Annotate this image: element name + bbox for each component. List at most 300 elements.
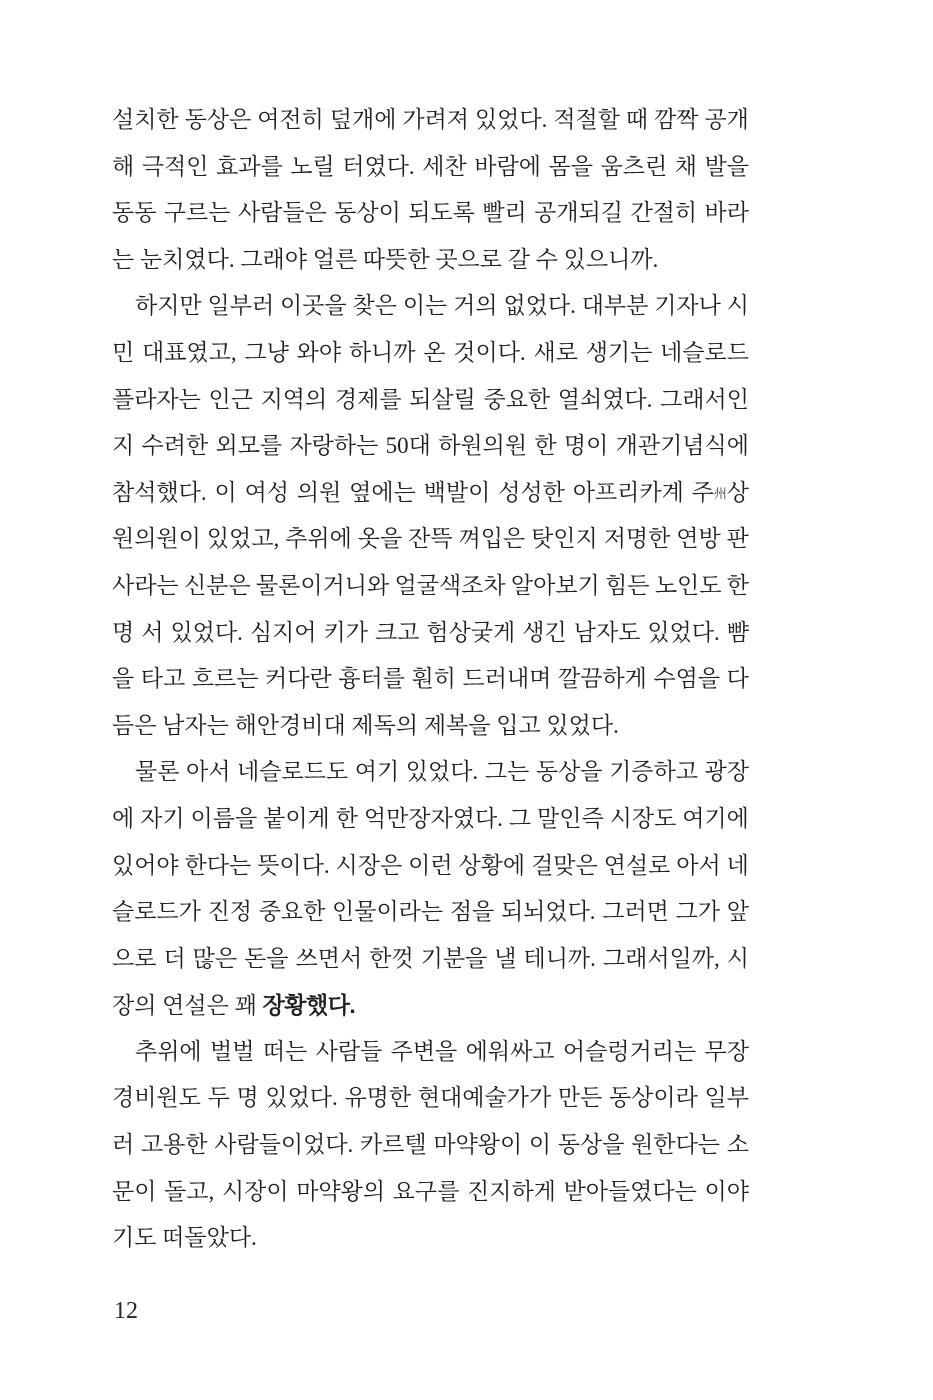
text-segment: 원한다는 [631, 1132, 721, 1158]
text-segment: 사람들이었다. [214, 1132, 354, 1158]
text-segment: 명이 [563, 433, 609, 459]
text-segment: 힘든 [605, 572, 650, 598]
word [616, 423, 749, 470]
word [586, 330, 653, 377]
word [727, 283, 749, 330]
word [463, 656, 552, 703]
text-line [112, 1029, 749, 1076]
word [503, 283, 575, 330]
text-segment: 열쇠였다. [557, 386, 653, 412]
text-segment: 크고 [374, 619, 420, 645]
word [498, 470, 565, 517]
text-segment: 마약왕의 [296, 1178, 386, 1204]
text-segment: 설치한 [112, 107, 179, 132]
word [727, 936, 749, 983]
text-segment: 많은 [192, 945, 238, 971]
text-segment: 에 [112, 805, 135, 831]
word [422, 144, 466, 191]
text-segment: 한 [534, 433, 557, 459]
text-segment: 이 [528, 1132, 552, 1158]
text-line [112, 283, 749, 330]
word [250, 610, 317, 657]
text-segment: 저명한 [603, 526, 671, 552]
word [531, 516, 598, 563]
word [537, 796, 604, 843]
word [531, 843, 598, 890]
text-segment: 남자도 [573, 619, 641, 645]
text-segment: 이 [214, 479, 237, 505]
word [727, 656, 749, 703]
word [485, 749, 529, 796]
word [426, 610, 515, 657]
word [511, 563, 600, 610]
word [391, 1029, 458, 1076]
word [334, 190, 401, 237]
word [170, 610, 242, 657]
word [522, 610, 566, 657]
word [135, 1029, 202, 1076]
word [602, 889, 669, 936]
word [330, 97, 397, 144]
text-segment: 추위에 [285, 526, 352, 552]
word [605, 563, 649, 610]
word [421, 936, 488, 983]
word [208, 1075, 230, 1122]
text-segment: 동상을 [557, 1132, 625, 1158]
word [631, 1122, 720, 1169]
text-segment: 있었다. [474, 107, 548, 132]
word [237, 749, 348, 796]
text-segment: 그냥 [244, 339, 289, 365]
word [558, 1122, 625, 1169]
paragraph [112, 1029, 749, 1262]
word [214, 470, 236, 517]
word [450, 889, 494, 936]
word [210, 1029, 254, 1076]
text-segment: 인물이라는 [332, 899, 444, 925]
text-line [112, 982, 749, 1029]
text-segment: 공개 [704, 107, 749, 132]
text-segment: 러 [112, 1132, 135, 1158]
text-segment: 때 [625, 107, 649, 132]
text-segment: 진정 [207, 899, 252, 925]
word [140, 796, 184, 843]
text-segment: 어슬렁거리는 [562, 1038, 697, 1064]
word [609, 749, 698, 796]
word [459, 516, 526, 563]
text-segment: 이는 [402, 293, 448, 319]
text-segment: 생긴 [522, 619, 567, 645]
text-segment: 네 [726, 852, 749, 878]
text-segment: 만든 [557, 1085, 603, 1111]
word [324, 610, 368, 657]
text-segment: 새로 [533, 339, 578, 365]
text-segment: 터였다. [342, 153, 415, 179]
text-segment: 이런 [408, 852, 453, 878]
text-segment: 연방 [676, 526, 721, 552]
word [676, 843, 720, 890]
word [296, 936, 363, 983]
text-segment: 시장도 [609, 805, 677, 831]
text-line [112, 703, 749, 750]
text-segment: 떠는 [262, 1038, 308, 1064]
text-segment: 받아들였다는 [563, 1178, 697, 1204]
word [216, 144, 283, 191]
word [395, 563, 506, 610]
text-segment: 명 [236, 1085, 259, 1111]
text-segment: 거의 [453, 293, 498, 319]
word [297, 470, 341, 517]
text-segment: 동상은 [184, 107, 252, 132]
word [453, 330, 525, 377]
text-segment: 에워싸고 [465, 1038, 555, 1064]
text-segment: 여전히 [257, 107, 324, 132]
text-segment: 하니까 [348, 339, 416, 365]
word [112, 516, 201, 563]
text-segment: 깔끔하게 [557, 666, 647, 692]
text-segment: 성성한 [498, 479, 565, 505]
text-segment: 백발이 [423, 479, 491, 505]
word [453, 283, 497, 330]
word [141, 656, 185, 703]
word [409, 377, 476, 424]
word [558, 656, 647, 703]
word [604, 843, 671, 890]
word [676, 516, 720, 563]
word [412, 656, 456, 703]
word [296, 1169, 385, 1216]
word [610, 796, 677, 843]
word [573, 470, 684, 517]
word [185, 97, 252, 144]
text-segment: 있었고, [206, 526, 280, 552]
text-segment: 지역의 [260, 386, 328, 412]
word [222, 1169, 289, 1216]
text-segment: 테니까. [523, 945, 596, 971]
text-segment: 주 [691, 479, 714, 505]
word [336, 843, 403, 890]
text-segment: 기자나 [654, 293, 721, 319]
text-segment: 일부 [704, 1085, 749, 1111]
text-line [112, 1169, 749, 1216]
text-segment: 앞 [726, 899, 749, 925]
word [112, 1122, 134, 1169]
text-segment: 그는 [484, 759, 530, 785]
word [549, 144, 593, 191]
text-segment: 없었다. [503, 293, 576, 319]
word [654, 97, 698, 144]
text-segment: 여기에 [682, 805, 749, 831]
text-segment: 세찬 [422, 153, 467, 179]
word [236, 1075, 258, 1122]
text-segment: 그 [508, 805, 532, 831]
text-segment: 이곳을 [280, 293, 347, 319]
word [563, 1029, 696, 1076]
word [475, 97, 547, 144]
text-segment: 생기는 [585, 339, 653, 365]
word [261, 377, 328, 424]
text-segment: 돌고, [164, 1178, 215, 1204]
word [418, 1075, 551, 1122]
hanja-gloss: 州 [713, 486, 727, 501]
text-segment: 50대 [385, 433, 431, 459]
word [142, 330, 237, 377]
text-segment: 것이다. [453, 339, 526, 365]
text-line [112, 610, 749, 657]
text-segment: 흐르는 [191, 666, 259, 692]
word [727, 516, 749, 563]
word [141, 1122, 208, 1169]
word [112, 936, 156, 983]
text-segment: 더 [163, 945, 186, 971]
word [524, 936, 596, 983]
text-segment: 붙이게 [263, 805, 330, 831]
word [112, 796, 134, 843]
word [705, 1029, 749, 1076]
text-segment: 온 [423, 339, 446, 365]
word [112, 843, 179, 890]
word [338, 656, 405, 703]
word [259, 889, 326, 936]
word [290, 144, 334, 191]
text-segment: 유명한 [344, 1085, 412, 1111]
text-line [112, 330, 749, 377]
word [603, 936, 720, 983]
word [142, 423, 209, 470]
text-segment: 있었다. [405, 759, 479, 785]
text-segment: 경제를 [334, 386, 402, 412]
word [408, 843, 452, 890]
word [257, 843, 329, 890]
word [675, 144, 697, 191]
word [564, 1169, 697, 1216]
text-segment: 수려한 [141, 433, 209, 459]
word [185, 843, 252, 890]
text-segment: 는 눈치였다. 그래야 얼른 따뜻한 곳으로 갈 수 있으니까. [112, 246, 659, 272]
word [191, 796, 258, 843]
text-line [112, 656, 749, 703]
word [604, 516, 671, 563]
text-segment: 그래서인 [660, 386, 749, 412]
text-segment: 여성 [244, 479, 289, 505]
text-segment: 여기 [354, 759, 400, 785]
text-segment: 네슬로드 [660, 339, 749, 365]
word [216, 423, 283, 470]
text-segment: 흉터를 [338, 666, 405, 692]
word [349, 330, 416, 377]
word [534, 190, 623, 237]
word [112, 190, 156, 237]
text-segment: 대부분 [581, 293, 649, 319]
text-segment: 이름을 [190, 805, 258, 831]
text-segment: 노인도 [654, 572, 722, 598]
word [208, 283, 275, 330]
text-segment: 대표였고, [142, 339, 237, 365]
word [353, 283, 397, 330]
word [655, 563, 722, 610]
word [676, 889, 720, 936]
text-segment: 마약왕이 [433, 1132, 523, 1158]
text-line [112, 377, 749, 424]
text-segment: 잔뜩 [408, 526, 453, 552]
text-segment: 기도 떠돌았다. [112, 1225, 257, 1251]
word [186, 749, 230, 796]
text-line [112, 516, 749, 563]
word [238, 190, 327, 237]
word [297, 330, 341, 377]
word [245, 470, 289, 517]
text-segment: 그가 [675, 899, 721, 925]
text-segment: 탓인지 [531, 526, 598, 552]
word [184, 563, 251, 610]
text-segment: 기분을 [420, 945, 488, 971]
text-segment: 해 [112, 153, 135, 179]
word [112, 889, 201, 936]
text-segment: 걸맞은 [531, 852, 598, 878]
text-segment: 아서 [676, 852, 721, 878]
word [564, 423, 608, 470]
word [704, 1169, 748, 1216]
text-segment: 을 [112, 666, 135, 692]
text-segment: 경비원도 [112, 1085, 201, 1111]
text-segment: 얼굴색조차 [394, 572, 506, 598]
text-segment: 있었다. [170, 619, 243, 645]
text-segment: 구르는 [163, 200, 231, 226]
word [289, 423, 378, 470]
text-segment: 점을 [449, 899, 495, 925]
word [682, 796, 749, 843]
text-line [112, 470, 749, 517]
word [433, 1122, 522, 1169]
word [332, 889, 443, 936]
text-segment: 되살릴 [409, 386, 476, 412]
text-segment: 명 [112, 619, 135, 645]
text-segment: 되도록 [408, 200, 475, 226]
word [582, 283, 649, 330]
text-segment: 신분은 [183, 572, 251, 598]
text-segment: 무장 [704, 1038, 749, 1064]
word [112, 423, 134, 470]
text-line [112, 749, 749, 796]
word [141, 610, 163, 657]
word [653, 656, 720, 703]
text-line [112, 563, 749, 610]
text-segment: 자기 [140, 805, 185, 831]
text-segment: 키가 [323, 619, 368, 645]
text-segment: 연설로 [603, 852, 671, 878]
text-segment: 그래서일까, [602, 945, 720, 971]
word [727, 843, 749, 890]
text-segment: 사람들 [315, 1038, 383, 1064]
text-segment: 요구를 [392, 1178, 460, 1204]
word [727, 1122, 749, 1169]
text-line [112, 97, 749, 144]
word [265, 656, 332, 703]
word [727, 563, 749, 610]
text-segment: 기증하고 [609, 759, 698, 785]
word [263, 796, 330, 843]
word [459, 843, 526, 890]
text-segment: 낼 [494, 945, 517, 971]
text-segment: 소 [726, 1132, 749, 1158]
word [112, 330, 134, 377]
text-segment: 채 [674, 153, 697, 179]
text-segment: 외모를 [215, 433, 283, 459]
text-segment: 가려져 [402, 107, 470, 132]
text-segment: 바람에 [474, 153, 541, 179]
word [574, 610, 641, 657]
word [601, 144, 668, 191]
text-segment: 슬로드가 [112, 899, 201, 925]
word [112, 144, 134, 191]
word [727, 889, 749, 936]
word [285, 516, 352, 563]
text-segment: 지 [112, 433, 135, 459]
word [112, 377, 201, 424]
text-segment: 동상을 [535, 759, 603, 785]
text-segment: 한다는 [184, 852, 252, 878]
word [501, 889, 596, 936]
text-segment: 서 [141, 619, 164, 645]
text-segment: 몸을 [548, 153, 593, 179]
text-segment: 되뇌었다. [500, 899, 596, 925]
text-segment: 플라자는 [112, 386, 201, 412]
word [112, 563, 179, 610]
word [705, 1075, 749, 1122]
text-line [112, 1075, 749, 1122]
word [536, 749, 603, 796]
word [316, 1029, 383, 1076]
text-segment: 빨리 [482, 200, 527, 226]
word [112, 656, 134, 703]
word [355, 749, 399, 796]
text-segment: 듬은 남자는 해안경비대 제독의 제복을 입고 있었다. [112, 712, 619, 738]
word [344, 1075, 411, 1122]
text-segment: 바라 [704, 200, 749, 226]
text-segment: 추위에 [135, 1038, 202, 1064]
text-segment: 타고 [140, 666, 186, 692]
text-segment: 말인즉 [537, 805, 604, 831]
text-segment: 있었다. [265, 1085, 338, 1111]
text-segment: 물론이거니와 [255, 572, 390, 598]
word [494, 936, 516, 983]
text-segment: 시장이 [221, 1178, 289, 1204]
text-segment: 그러면 [602, 899, 669, 925]
text-line [112, 237, 749, 284]
word [609, 1075, 698, 1122]
text-segment: 판 [726, 526, 749, 552]
text-segment: 간절히 [630, 200, 698, 226]
word [705, 144, 749, 191]
word [112, 1169, 156, 1216]
text-segment: 물론 [135, 759, 180, 785]
word [467, 1169, 556, 1216]
text-segment: 개관기념식에 [615, 433, 749, 459]
text-line [112, 796, 749, 843]
text-segment: 두 [207, 1085, 230, 1111]
word [626, 97, 648, 144]
text-segment: 껴입은 [458, 526, 526, 552]
word [164, 1169, 214, 1216]
text-segment: 옆에는 [349, 479, 416, 505]
text-segment: 험상궂게 [426, 619, 516, 645]
word [369, 936, 413, 983]
word [393, 1169, 460, 1216]
emphasized-word: 장황했다. [262, 992, 356, 1019]
word [533, 330, 577, 377]
word [727, 610, 749, 657]
text-segment: 주변을 [390, 1038, 458, 1064]
